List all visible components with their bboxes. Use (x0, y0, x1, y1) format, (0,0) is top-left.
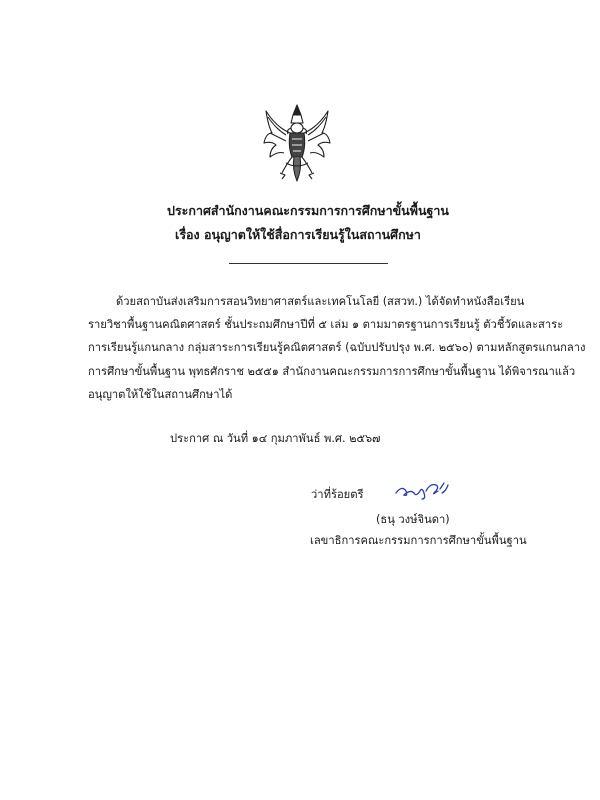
body-line-4: การศึกษาขั้นพื้นฐาน พุทธศักราช ๒๕๕๑ สำนักงานคณะกรรมการการศึกษาขั้นพื้นฐาน ได้พิจารณาแล้ว (88, 365, 576, 378)
announcement-date: ประกาศ ณ วันที่ ๑๔ กุมภาพันธ์ พ.ศ. ๒๕๖๗ (170, 432, 381, 445)
body-line-1: ด้วยสถาบันส่งเสริมการสอนวิทยาศาสตร์และเทคโนโลยี (สสวท.) ได้จัดทำหนังสือเรียน (116, 295, 525, 308)
signatory-name: (ธนุ วงษ์จินดา) (376, 513, 450, 526)
signatory-position: เลขาธิการคณะกรรมการการศึกษาขั้นพื้นฐาน (310, 534, 527, 547)
handwritten-signature (392, 479, 450, 501)
body-line-2: รายวิชาพื้นฐานคณิตศาสตร์ ชั้นประถมศึกษาปีที่ ๕ เล่ม ๑ ตามมาตรฐานการเรียนรู้ ตัวชี้วัดและสาระ (88, 318, 564, 331)
body-line-3: การเรียนรู้แกนกลาง กลุ่มสาระการเรียนรู้คณิตศาสตร์ (ฉบับปรับปรุง พ.ศ. ๒๕๖๐) ตามหลักสูตรแกนกลาง (88, 341, 586, 354)
announcement-subject: เรื่อง อนุญาตให้ใช้สื่อการเรียนรู้ในสถานศึกษา (175, 227, 421, 242)
signatory-rank: ว่าที่ร้อยตรี (311, 488, 364, 501)
garuda-emblem (262, 103, 332, 183)
announcement-title: ประกาศสำนักงานคณะกรรมการการศึกษาขั้นพื้นฐาน (167, 203, 449, 218)
body-line-5: อนุญาตให้ใช้ในสถานศึกษาได้ (88, 388, 233, 401)
title-divider (229, 263, 388, 264)
